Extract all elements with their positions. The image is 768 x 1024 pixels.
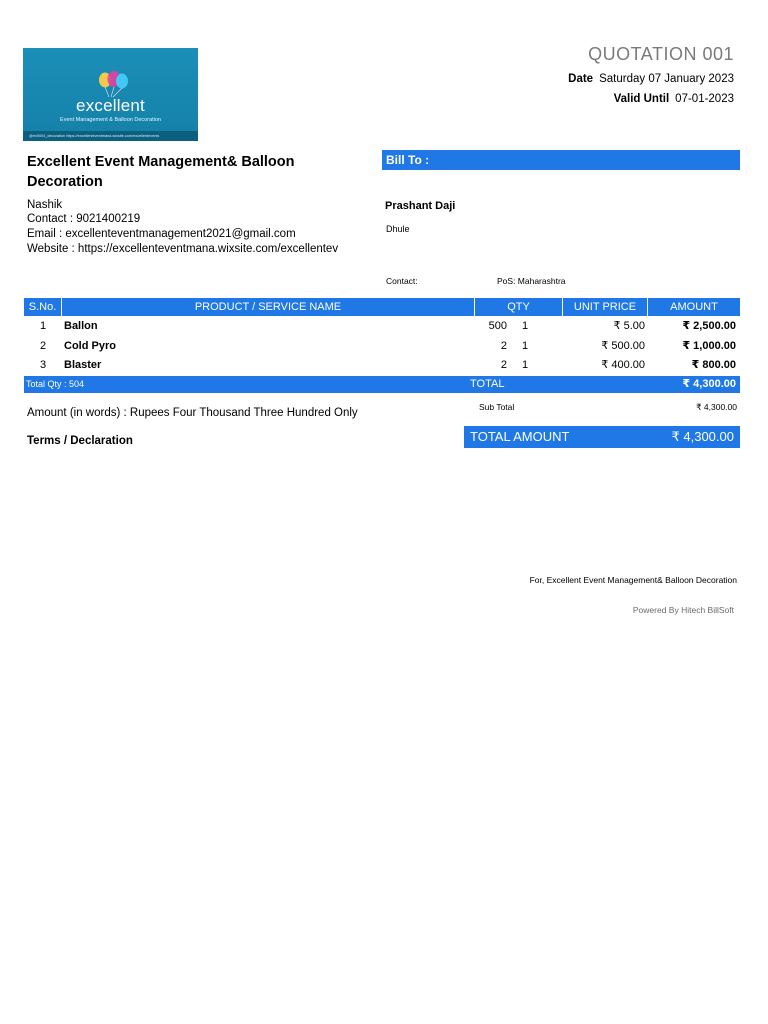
company-website: Website : https://excellenteventmana.wixsite.com/excellentev: [27, 243, 339, 255]
logo-brand: excellent: [76, 96, 145, 115]
subtotal-value: ₹ 4,300.00: [696, 402, 737, 412]
terms-heading: Terms / Declaration: [27, 435, 133, 447]
total-amount-label: TOTAL AMOUNT: [470, 429, 570, 444]
header-qty: QTY: [475, 298, 562, 316]
client-place-of-supply: PoS: Maharashtra: [497, 276, 566, 286]
bill-to-header: Bill To :: [382, 150, 740, 170]
total-value: ₹ 4,300.00: [682, 378, 736, 390]
table-row: [24, 337, 740, 356]
cell-unit-price: ₹ 5.00: [613, 320, 645, 332]
logo-strip: @ex0004_decoration https://excellenteventmana.wixsite.com/excellentevents: [23, 131, 198, 141]
client-name: Prashant Daji: [385, 200, 456, 212]
client-contact: Contact:: [386, 276, 418, 286]
cell-sno: 2: [40, 340, 47, 352]
amount-in-words: Amount (in words) : Rupees Four Thousand Three Hundred Only: [27, 407, 358, 419]
cell-unit: 1: [522, 320, 529, 332]
cell-unit-price: ₹ 500.00: [601, 340, 645, 352]
total-qty: Total Qty : 504: [26, 379, 85, 389]
date-label: Date: [568, 73, 594, 85]
cell-qty: 2: [500, 340, 507, 352]
date-row: [568, 73, 734, 85]
header-product: PRODUCT / SERVICE NAME: [62, 298, 474, 316]
total-amount-bar: [464, 426, 740, 448]
cell-product: Blaster: [64, 359, 102, 371]
logo-tagline: Event Management & Balloon Decoration: [60, 117, 161, 123]
powered-by: Powered By Hitech BillSoft: [632, 605, 734, 615]
client-city: Dhule: [386, 224, 410, 234]
signature-line: For, Excellent Event Management& Balloon Decoration: [529, 575, 737, 585]
company-contact: Contact : 9021400219: [27, 213, 141, 225]
valid-until-label: Valid Until: [613, 93, 670, 105]
cell-qty: 2: [500, 359, 507, 371]
cell-amount: ₹ 800.00: [691, 359, 736, 371]
cell-product: Ballon: [64, 320, 98, 332]
company-logo: [23, 48, 198, 141]
date-value: Saturday 07 January 2023: [599, 73, 734, 85]
total-label: TOTAL: [470, 378, 505, 390]
cell-qty: 500: [488, 320, 507, 332]
items-table-header: [24, 298, 740, 316]
cell-amount: ₹ 2,500.00: [682, 320, 736, 332]
company-name: Excellent Event Management& Balloon Decoration: [27, 154, 295, 190]
company-city: Nashik: [27, 199, 63, 211]
cell-product: Cold Pyro: [64, 340, 116, 352]
valid-until-value: 07-01-2023: [675, 93, 734, 105]
table-row: [24, 356, 740, 375]
company-email: Email : excellenteventmanagement2021@gmail.com: [27, 228, 296, 240]
balloons-icon: [93, 70, 133, 98]
total-amount-value: ₹ 4,300.00: [671, 429, 734, 444]
valid-until-row: [614, 93, 734, 105]
header-sno: S.No.: [24, 298, 61, 316]
cell-unit: 1: [522, 340, 529, 352]
table-row: [24, 317, 740, 336]
totals-row: [24, 376, 740, 393]
subtotal-label: Sub Total: [479, 402, 515, 412]
header-unit-price: UNIT PRICE: [563, 298, 647, 316]
cell-sno: 1: [40, 320, 47, 332]
quotation-title: QUOTATION 001: [588, 44, 734, 64]
header-amount: AMOUNT: [648, 298, 740, 316]
cell-unit: 1: [522, 359, 529, 371]
cell-amount: ₹ 1,000.00: [682, 340, 736, 352]
cell-sno: 3: [40, 359, 47, 371]
cell-unit-price: ₹ 400.00: [601, 359, 645, 371]
